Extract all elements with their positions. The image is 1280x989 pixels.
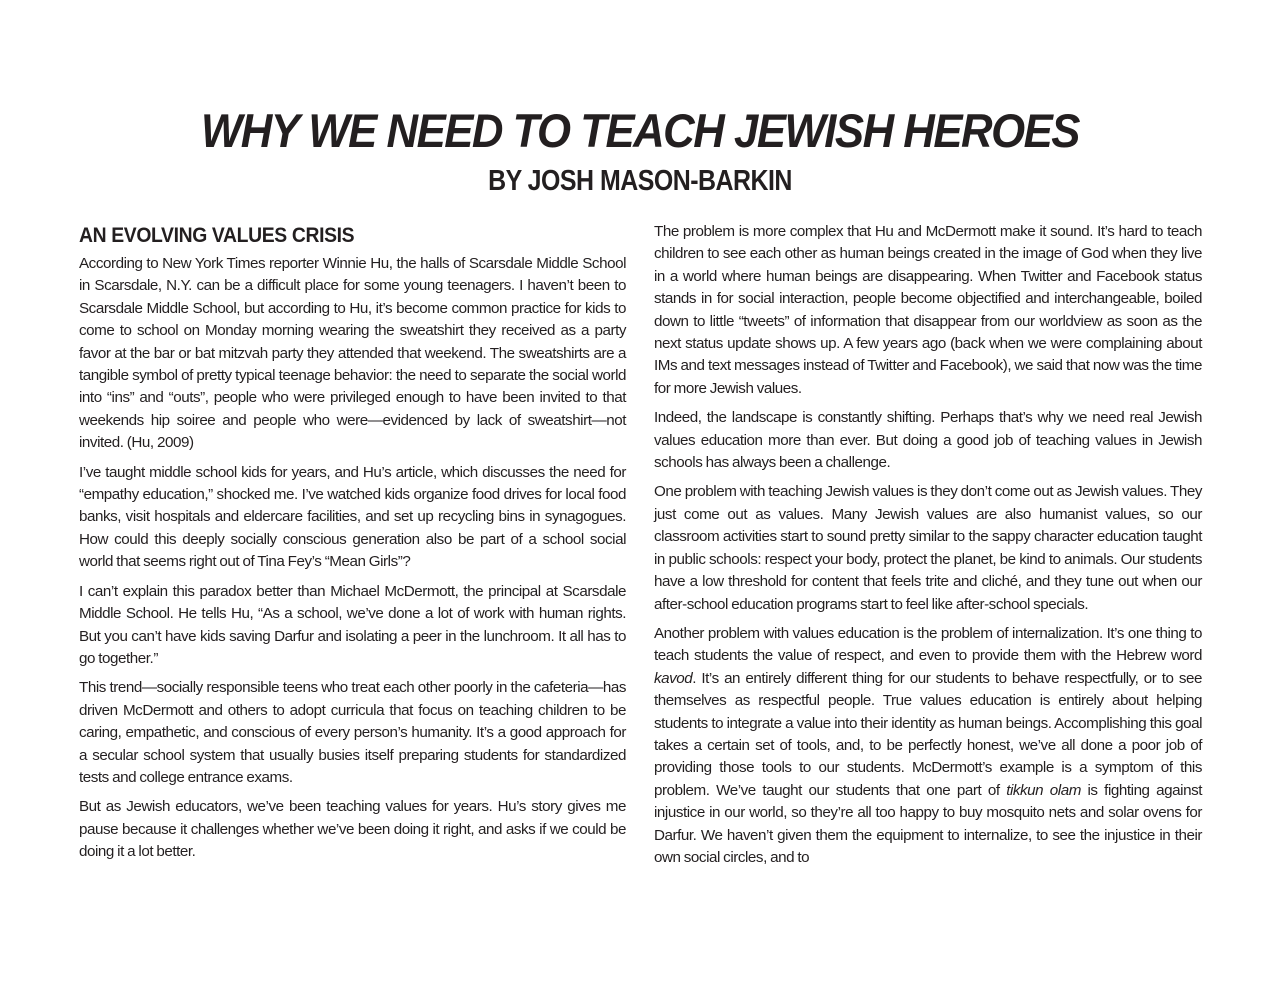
paragraph: Indeed, the landscape is constantly shifting. Perhaps that’s why we need real Jewish values education more than ever. But doing a good job of teaching values in Jewish schools has always been a challenge.: [654, 409, 1202, 472]
paragraph: [654, 623, 1202, 869]
paragraph: According to New York Times reporter Winnie Hu, the halls of Scarsdale Middle School in Scarsdale, N.Y. can be a difficult place for some young teenagers. I haven’t been to Scarsdale Middle School, but according to Hu, it’s become common practice for kids to come to school on Monday morning wearing the sweatshirt they received as a party favor at the bar or bat mitzvah party they attended that weekend. The sweatshirts are a tangible symbol of pretty typical teenage behavior: the need to separate the social world into “ins” and “outs”, people who were privileged enough to have been invited to that weekends hip soiree and people who were—evidenced by lack of sweatshirt—not invited. (Hu, 2009): [79, 255, 626, 452]
right-column: [654, 221, 1202, 876]
paragraph: The problem is more complex that Hu and McDermott make it sound. It’s hard to teach children to see each other as human beings created in the image of God when they live in a world where human beings are disappearing. When Twitter and Facebook status stands in for social interaction, people become objectified and interchangeable, boiled down to little “tweets” of information that disappear from our worldview as soon as the next status update shows up. A few years ago (back when we were complaining about IMs and text messages instead of Twitter and Facebook), we said that now was the time for more Jewish values.: [654, 223, 1202, 397]
paragraph: This trend—socially responsible teens who treat each other poorly in the cafeteria—has driven McDermott and others to adopt curricula that focus on teaching children to be caring, empathetic, and conscious of every person’s humanity. It’s a good approach for a secular school system that usually busies itself preparing students for standardized tests and college entrance exams.: [79, 679, 626, 786]
article-title: WHY WE NEED TO TEACH JEWISH HEROES: [201, 104, 1079, 158]
paragraph: I can’t explain this paradox better than Michael McDermott, the principal at Scarsdale Middle School. He tells Hu, “As a school, we’ve done a lot of work with human rights. But you can’t have kids saving Darfur and isolating a peer in the lunchroom. It all has to go together.”: [79, 582, 626, 667]
paragraph: I’ve taught middle school kids for years, and Hu’s article, which discusses the need for “empathy education,” shocked me. I’ve watched kids organize food drives for local food banks, visit hospitals and eldercare facilities, and set up recycling bins in synagogues. How could this deeply socially conscious generation also be part of a school social world that seems right out of Tina Fey’s “Mean Girls”?: [79, 463, 626, 571]
article-byline: BY JOSH MASON-BARKIN: [488, 165, 792, 197]
paragraph: One problem with teaching Jewish values is they don’t come out as Jewish values. They just come out as values. Many Jewish values are also humanist values, so our classroom activities start to sound pretty similar to the sappy character education taught in public schools: respect your body, protect the planet, be kind to animals. Our students have a low threshold for content that feels trite and cliché, and they tune out when our after-school education programs start to feel like after-school specials.: [654, 483, 1202, 613]
section-heading: AN EVOLVING VALUES CRISIS: [79, 223, 355, 247]
text-run: is fighting against injustice in our world, so they’re all too happy to buy mosquito nets and solar ovens for Darfur. We haven’t given them the equipment to internalize, to see the injustice in their own social circles, and to: [654, 781, 1202, 866]
hebrew-term-tikkun-olam: tikkun olam: [1006, 781, 1081, 799]
left-column: [79, 222, 626, 871]
hebrew-term-kavod: kavod: [654, 669, 693, 687]
paragraph: But as Jewish educators, we’ve been teaching values for years. Hu’s story gives me pause because it challenges whether we’ve been doing it right, and asks if we could be doing it a lot better.: [79, 798, 626, 861]
text-run: . It’s an entirely different thing for our students to behave respectfully, or to see themselves as respectful people. True values education is entirely about helping students to integrate a value into their identity as human beings. Accomplishing this goal takes a certain set of tools, and, to be perfectly honest, we’ve all done a poor job of providing those tools to our students. McDermott’s example is a symptom of this problem. We’ve taught our students that one part of: [654, 669, 1202, 799]
text-run: Another problem with values education is the problem of internalization. It’s one thing to teach students the value of respect, and even to provide them with the Hebrew word: [654, 624, 1202, 665]
